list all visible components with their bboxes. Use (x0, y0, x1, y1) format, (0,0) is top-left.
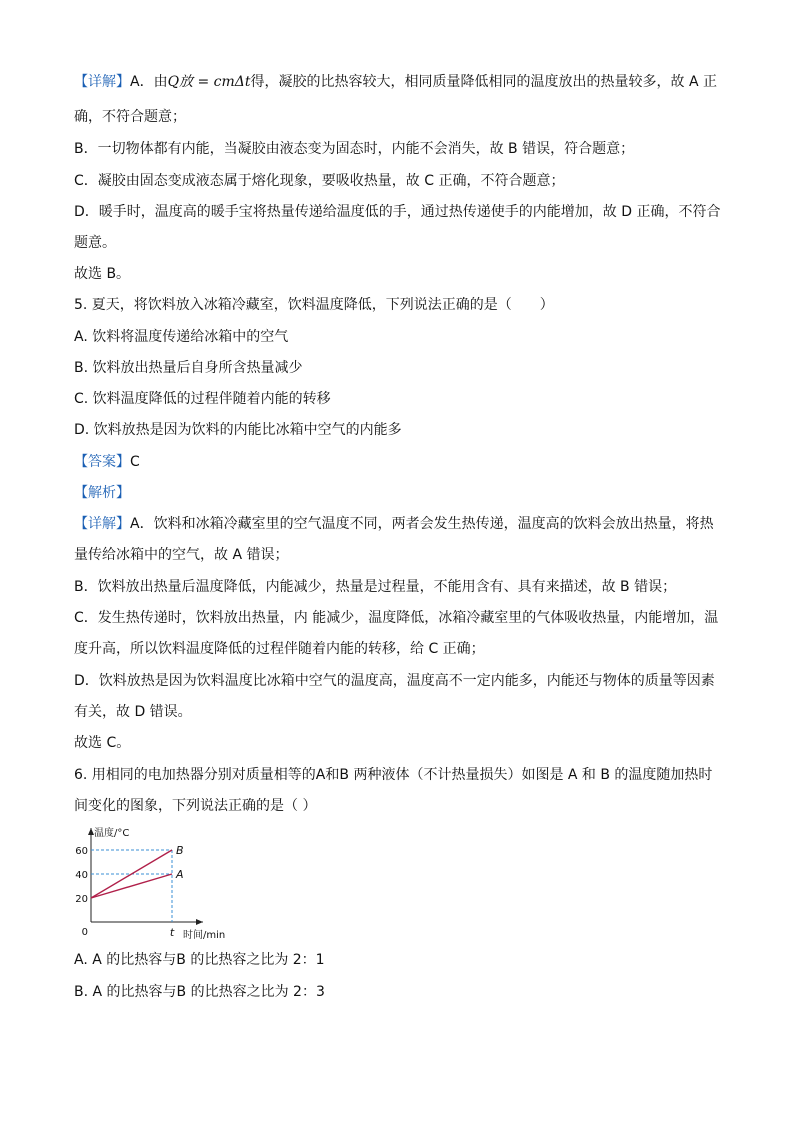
q5-option-c: C. 饮料温度降低的过程伴随着内能的转移 (74, 391, 331, 407)
q5-answer: 【答案】C (74, 454, 140, 470)
q5-stem: 5. 夏天，将饮料放入冰箱冷藏室，饮料温度降低，下列说法正确的是（ ） (74, 297, 554, 313)
heat-formula: Q放 = cmΔt (167, 74, 251, 90)
detail-label: 【详解】 (74, 74, 130, 90)
q5-detail-d-cont: 有关，故 D 错误。 (74, 704, 192, 720)
origin-label: 0 (81, 927, 88, 938)
q4-conclusion: 故选 B。 (74, 266, 131, 282)
q6-option-b: B. A 的比热容与B 的比热容之比为 2：3 (74, 984, 325, 1000)
q4-detail-c: C．凝胶由固态变成液态属于熔化现象，要吸收热量，故 C 正确，不符合题意； (74, 173, 565, 189)
x-axis-arrow (196, 919, 203, 925)
y-axis-label: 温度/°C (94, 828, 130, 839)
q5-option-b: B. 饮料放出热量后自身所含热量减少 (74, 360, 303, 376)
q6-option-a: A. A 的比热容与B 的比热容之比为 2：1 (74, 952, 325, 968)
q5-option-a: A. 饮料将温度传递给冰箱中的空气 (74, 329, 289, 345)
q5-detail-c: C．发生热传递时，饮料放出热量，内 能减少，温度降低，冰箱冷藏室里的气体吸收热量，内能增加，温 (74, 610, 719, 626)
q5-option-d: D. 饮料放热是因为饮料的内能比冰箱中空气的内能多 (74, 422, 402, 438)
q5-detail-a-cont: 量传给冰箱中的空气，故 A 错误； (74, 547, 289, 563)
q6-stem-cont: 间变化的图象，下列说法正确的是（ ） (74, 798, 317, 814)
q4-detail-d-cont: 题意。 (74, 235, 116, 251)
series-label-a: A (176, 868, 184, 881)
q5-analysis-label: 【解析】 (74, 485, 130, 501)
x-axis-label: 时间/min (183, 930, 226, 941)
y-tick-label: 20 (75, 894, 88, 905)
y-tick-label: 60 (75, 846, 88, 857)
series-label-b: B (176, 844, 184, 857)
q4-detail-a: 【详解】A．由Q放 = cmΔt得，凝胶的比热容较大，相同质量降低相同的温度放出的热量较多，故 A 正 (74, 74, 718, 90)
q5-detail-d: D．饮料放热是因为饮料温度比冰箱中空气的温度高，温度高不一定内能多，内能还与物体的质量等因素 (74, 673, 715, 689)
q4-detail-d: D．暖手时，温度高的暖手宝将热量传递给温度低的手，通过热传递使手的内能增加，故 D 正确，不符合 (74, 204, 721, 220)
q5-detail-a: 【详解】A．饮料和冰箱冷藏室里的空气温度不同，两者会发生热传递，温度高的饮料会放出热量，将热 (74, 516, 714, 532)
q5-conclusion: 故选 C。 (74, 735, 131, 751)
x-tick-label-t: t (169, 926, 175, 939)
q4-detail-a-cont: 确，不符合题意； (74, 109, 186, 125)
temperature-time-chart (68, 822, 243, 944)
y-tick-label: 40 (75, 870, 88, 881)
series-line-a (91, 874, 172, 898)
q5-detail-c-cont: 度升高，所以饮料温度降低的过程伴随着内能的转移，给 C 正确； (74, 641, 485, 657)
q6-stem: 6. 用相同的电加热器分别对质量相等的A和B 两种液体（不计热量损失）如图是 A 和 B 的温度随加热时 (74, 767, 713, 783)
q4-detail-b: B．一切物体都有内能，当凝胶由液态变为固态时，内能不会消失，故 B 错误，符合题意； (74, 141, 635, 157)
q5-detail-b: B．饮料放出热量后温度降低，内能减少，热量是过程量，不能用含有、具有来描述，故 B 错误； (74, 579, 677, 595)
